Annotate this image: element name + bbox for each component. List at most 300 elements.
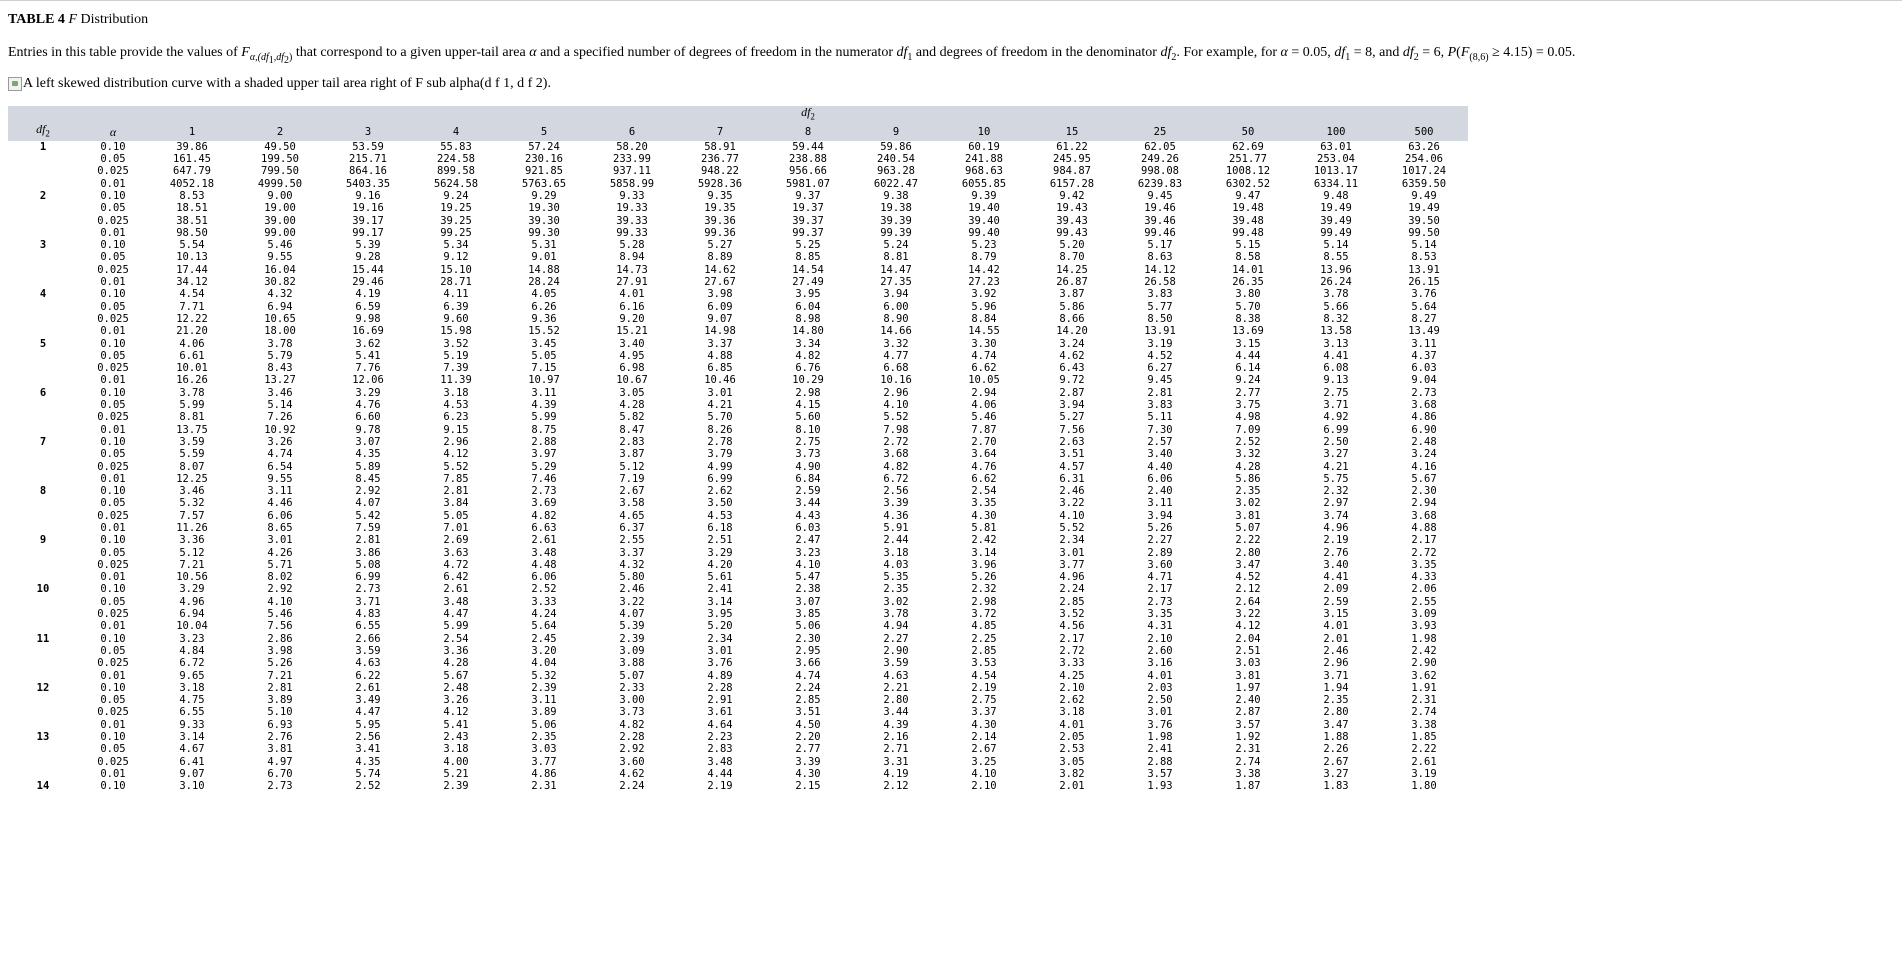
f-value-cell: 6334.11 <box>1313 177 1359 190</box>
f-value-cell: 3.64 <box>971 448 997 461</box>
f-value-cell: 2.39 <box>531 681 557 694</box>
f-value-cell: 5.95 <box>355 718 381 731</box>
f-value-cell: 6.94 <box>179 608 205 621</box>
f-value-cell: 2.43 <box>443 731 469 744</box>
f-value-cell: 4.62 <box>1059 349 1085 362</box>
df2-cell <box>8 670 78 682</box>
f-value-cell: 3.29 <box>179 583 205 596</box>
f-value-cell: 4.86 <box>1411 411 1437 424</box>
f-value-cell: 224.58 <box>437 153 475 166</box>
f-value-cell: 14.01 <box>1232 263 1264 276</box>
f-value-cell: 6.37 <box>619 521 645 534</box>
f-value-cell: 4.30 <box>971 509 997 522</box>
f-value-cell: 12.22 <box>176 312 208 325</box>
f-value-cell: 3.01 <box>707 644 733 657</box>
f-value-cell: 8.47 <box>619 423 645 436</box>
f-value-cell: 2.41 <box>707 583 733 596</box>
f-value-cell: 2.03 <box>1147 681 1173 694</box>
table-row <box>8 362 1468 374</box>
figure-alt-text: A left skewed distribution curve with a shaded upper tail area right of F sub alpha(d f 1, d f 2). <box>23 76 551 91</box>
f-value-cell: 2.55 <box>1411 595 1437 608</box>
f-value-cell: 8.75 <box>531 423 557 436</box>
f-value-cell: 4.19 <box>355 288 381 301</box>
f-value-cell: 2.85 <box>1059 595 1085 608</box>
f-value-cell: 8.38 <box>1235 312 1261 325</box>
f-value-cell: 2.56 <box>883 485 909 498</box>
alpha-cell: 0.10 <box>100 189 126 202</box>
f-value-cell: 9.45 <box>1147 189 1173 202</box>
column-header-df1: 2 <box>236 123 324 140</box>
f-value-cell: 2.53 <box>1059 743 1085 756</box>
f-value-cell: 5.79 <box>267 349 293 362</box>
f-value-cell: 3.80 <box>1235 288 1261 301</box>
header-spacer <box>78 106 148 123</box>
f-value-cell: 1.98 <box>1147 731 1173 744</box>
f-value-cell: 249.26 <box>1141 153 1179 166</box>
f-value-cell: 3.18 <box>883 546 909 559</box>
f-value-cell: 2.39 <box>619 632 645 645</box>
df2-cell <box>8 313 78 325</box>
f-value-cell: 6.23 <box>443 411 469 424</box>
f-value-cell: 3.78 <box>1323 288 1349 301</box>
f-value-cell: 2.20 <box>795 731 821 744</box>
f-value-cell: 6.54 <box>267 460 293 473</box>
f-value-cell: 3.48 <box>707 755 733 768</box>
f-value-cell: 3.35 <box>1411 558 1437 571</box>
f-value-cell: 2.66 <box>355 632 381 645</box>
f-value-cell: 10.13 <box>176 251 208 264</box>
f-value-cell: 2.61 <box>443 583 469 596</box>
f-value-cell: 6022.47 <box>873 177 919 190</box>
alpha-cell: 0.05 <box>100 644 126 657</box>
intro-text-10: ≥ 4.15) = 0.05. <box>1488 45 1576 60</box>
f-value-cell: 4.01 <box>619 288 645 301</box>
f-value-cell: 9.37 <box>795 189 821 202</box>
f-value-cell: 9.07 <box>707 312 733 325</box>
f-value-cell: 7.39 <box>443 362 469 375</box>
f-value-cell: 3.53 <box>971 657 997 670</box>
df2-cell: 14 <box>36 780 50 793</box>
f-value-cell: 5.99 <box>179 399 205 412</box>
f-value-cell: 2.90 <box>1411 657 1437 670</box>
f-value-cell: 251.77 <box>1229 153 1267 166</box>
alpha-cell: 0.05 <box>100 448 126 461</box>
example-df2: df <box>1402 45 1414 60</box>
f-value-cell: 3.89 <box>531 706 557 719</box>
f-value-cell: 29.46 <box>352 276 384 289</box>
alpha-cell: 0.025 <box>97 657 129 670</box>
f-value-cell: 19.16 <box>352 202 384 215</box>
f-value-cell: 6.90 <box>1411 423 1437 436</box>
f-value-cell: 53.59 <box>352 140 384 153</box>
f-value-cell: 3.48 <box>531 546 557 559</box>
f-value-cell: 4.99 <box>707 460 733 473</box>
f-value-cell: 3.61 <box>707 706 733 719</box>
f-value-cell: 3.79 <box>707 448 733 461</box>
f-value-cell: 5.61 <box>707 571 733 584</box>
f-value-cell: 9.35 <box>707 189 733 202</box>
f-value-cell: 99.40 <box>968 226 1000 239</box>
f-value-cell: 3.36 <box>179 534 205 547</box>
f-value-cell: 27.49 <box>792 276 824 289</box>
f-value-cell: 4.88 <box>1411 521 1437 534</box>
f-value-cell: 8.27 <box>1411 312 1437 325</box>
f-value-cell: 3.76 <box>707 657 733 670</box>
f-value-cell: 2.28 <box>619 731 645 744</box>
alpha-cell: 0.05 <box>100 595 126 608</box>
f-value-cell: 4.52 <box>1147 349 1173 362</box>
table-row <box>8 165 1468 177</box>
df2-cell <box>8 165 78 177</box>
f-value-cell: 39.50 <box>1408 214 1440 227</box>
f-value-cell: 2.19 <box>1323 534 1349 547</box>
intro-text-9: ( <box>1456 45 1461 60</box>
alpha-cell: 0.01 <box>100 374 126 387</box>
f-value-cell: 6239.83 <box>1137 177 1183 190</box>
f-value-cell: 2.52 <box>531 583 557 596</box>
f-value-cell: 15.10 <box>440 263 472 276</box>
f-value-cell: 4.96 <box>1059 571 1085 584</box>
df2-cell <box>8 497 78 509</box>
f-value-cell: 2.17 <box>1059 632 1085 645</box>
f-value-cell: 254.06 <box>1405 153 1443 166</box>
f-value-cell: 3.41 <box>355 743 381 756</box>
f-value-cell: 3.27 <box>1323 767 1349 780</box>
f-value-cell: 2.88 <box>1147 755 1173 768</box>
f-value-cell: 6.68 <box>883 362 909 375</box>
f-value-cell: 19.25 <box>440 202 472 215</box>
f-value-cell: 9.24 <box>1235 374 1261 387</box>
table-row <box>8 411 1468 423</box>
f-value-cell: 5.67 <box>1411 472 1437 485</box>
f-value-cell: 647.79 <box>173 165 211 178</box>
f-value-cell: 4.36 <box>883 509 909 522</box>
f-value-cell: 5928.36 <box>697 177 743 190</box>
f-value-cell: 3.94 <box>1147 509 1173 522</box>
f-value-cell: 14.73 <box>616 263 648 276</box>
f-value-cell: 5.14 <box>267 399 293 412</box>
f-value-cell: 3.23 <box>795 546 821 559</box>
alpha-cell: 0.05 <box>100 349 126 362</box>
f-value-cell: 1.92 <box>1235 731 1261 744</box>
f-value-cell: 4.65 <box>619 509 645 522</box>
f-value-cell: 6.06 <box>1147 472 1173 485</box>
f-value-cell: 233.99 <box>613 153 651 166</box>
alpha-cell: 0.01 <box>100 325 126 338</box>
f-value-cell: 5.75 <box>1323 472 1349 485</box>
f-value-cell: 3.02 <box>883 595 909 608</box>
f-value-cell: 3.52 <box>443 337 469 350</box>
f-value-cell: 3.46 <box>179 485 205 498</box>
f-value-cell: 19.33 <box>616 202 648 215</box>
f-value-cell: 19.43 <box>1056 202 1088 215</box>
f-value-cell: 3.37 <box>971 706 997 719</box>
f-value-cell: 4.15 <box>795 399 821 412</box>
f-value-cell: 3.05 <box>619 386 645 399</box>
f-value-cell: 14.62 <box>704 263 736 276</box>
table-row <box>8 534 1468 546</box>
f-value-cell: 9.12 <box>443 251 469 264</box>
alpha-cell: 0.025 <box>97 362 129 375</box>
f-value-cell: 3.68 <box>1411 509 1437 522</box>
f-value-cell: 2.81 <box>443 485 469 498</box>
f-value-cell: 230.16 <box>525 153 563 166</box>
example-df2-index: 2 <box>1413 51 1419 63</box>
f-value-cell: 6.26 <box>531 300 557 313</box>
f-value-cell: 10.65 <box>264 312 296 325</box>
alpha-cell: 0.05 <box>100 153 126 166</box>
f-value-cell: 26.58 <box>1144 276 1176 289</box>
table-row <box>8 547 1468 559</box>
table-row <box>8 719 1468 731</box>
alpha-cell: 0.10 <box>100 386 126 399</box>
f-value-cell: 5.77 <box>1147 300 1173 313</box>
alpha-cell: 0.05 <box>100 202 126 215</box>
f-value-cell: 2.75 <box>1323 386 1349 399</box>
column-header-df1: 5 <box>500 123 588 140</box>
f-value-cell: 62.69 <box>1232 140 1264 153</box>
f-value-cell: 5.12 <box>179 546 205 559</box>
alpha-cell: 0.01 <box>100 226 126 239</box>
f-value-cell: 3.94 <box>1059 399 1085 412</box>
f-value-cell: 13.75 <box>176 423 208 436</box>
f-value-cell: 5858.99 <box>609 177 655 190</box>
f-value-cell: 1.93 <box>1147 780 1173 793</box>
f-value-cell: 1.83 <box>1323 780 1349 793</box>
example-df1: df <box>1334 45 1346 60</box>
f-value-cell: 6.00 <box>883 300 909 313</box>
f-value-cell: 8.84 <box>971 312 997 325</box>
f-value-cell: 5.52 <box>443 460 469 473</box>
f-value-cell: 5.39 <box>619 620 645 633</box>
alpha-cell: 0.10 <box>100 534 126 547</box>
table-row <box>8 461 1468 473</box>
table-row <box>8 399 1468 411</box>
f-value-cell: 5.71 <box>267 558 293 571</box>
f-value-cell: 4.54 <box>179 288 205 301</box>
f-value-cell: 2.98 <box>795 386 821 399</box>
f-value-cell: 14.80 <box>792 325 824 338</box>
f-value-cell: 3.15 <box>1323 608 1349 621</box>
f-value-cell: 2.77 <box>1235 386 1261 399</box>
f-value-cell: 3.05 <box>1059 755 1085 768</box>
f-value-cell: 26.35 <box>1232 276 1264 289</box>
f-value-cell: 3.33 <box>531 595 557 608</box>
df2-cell <box>8 301 78 313</box>
df2-cell: 3 <box>39 239 47 252</box>
f-value-cell: 2.81 <box>1147 386 1173 399</box>
f-value-cell: 4.57 <box>1059 460 1085 473</box>
f-value-cell: 3.87 <box>619 448 645 461</box>
alpha-cell: 0.025 <box>97 411 129 424</box>
f-value-cell: 2.51 <box>1235 644 1261 657</box>
f-value-cell: 9.48 <box>1323 189 1349 202</box>
f-value-cell: 6.84 <box>795 472 821 485</box>
row-df-header: $df_2$ <box>8 123 78 140</box>
f-value-cell: 3.85 <box>795 608 821 621</box>
f-value-cell: 3.83 <box>1147 288 1173 301</box>
f-value-cell: 2.73 <box>1147 595 1173 608</box>
f-value-cell: 9.07 <box>179 767 205 780</box>
df2-cell <box>8 694 78 706</box>
f-value-cell: 4.44 <box>1235 349 1261 362</box>
f-value-cell: 3.15 <box>1235 337 1261 350</box>
f-value-cell: 2.80 <box>1323 706 1349 719</box>
table-row <box>8 325 1468 337</box>
f-value-cell: 240.54 <box>877 153 915 166</box>
df2-cell <box>8 547 78 559</box>
f-value-cell: 238.88 <box>789 153 827 166</box>
f-value-cell: 7.71 <box>179 300 205 313</box>
f-value-cell: 39.25 <box>440 214 472 227</box>
f-value-cell: 3.51 <box>795 706 821 719</box>
f-value-cell: 2.71 <box>883 743 909 756</box>
f-value-cell: 59.86 <box>880 140 912 153</box>
f-value-cell: 3.95 <box>795 288 821 301</box>
f-value-cell: 39.46 <box>1144 214 1176 227</box>
f-value-cell: 3.40 <box>1147 448 1173 461</box>
f-value-cell: 27.91 <box>616 276 648 289</box>
f-value-cell: 3.69 <box>531 497 557 510</box>
f-value-cell: 11.26 <box>176 521 208 534</box>
f-value-cell: 3.26 <box>267 435 293 448</box>
column-header-df1: 500 <box>1380 123 1468 140</box>
f-value-cell: 8.81 <box>883 251 909 264</box>
column-header-df1: 25 <box>1116 123 1204 140</box>
f-value-cell: 2.27 <box>1147 534 1173 547</box>
f-value-cell: 4.97 <box>267 755 293 768</box>
f-value-cell: 3.68 <box>883 448 909 461</box>
df2-cell: 6 <box>39 386 47 399</box>
f-value-cell: 2.81 <box>355 534 381 547</box>
f-value-cell: 2.12 <box>1235 583 1261 596</box>
f-value-cell: 63.01 <box>1320 140 1352 153</box>
f-value-cell: 14.88 <box>528 263 560 276</box>
df2-cell <box>8 743 78 755</box>
f-value-cell: 2.30 <box>795 632 821 645</box>
f-value-cell: 9.00 <box>267 189 293 202</box>
f-value-cell: 14.66 <box>880 325 912 338</box>
f-value-cell: 4.48 <box>531 558 557 571</box>
f-value-cell: 8.94 <box>619 251 645 264</box>
f-value-cell: 3.10 <box>179 780 205 793</box>
df2-cell <box>8 276 78 288</box>
table-row <box>8 313 1468 325</box>
f-value-cell: 3.47 <box>1235 558 1261 571</box>
f-value-cell: 2.01 <box>1323 632 1349 645</box>
f-value-cell: 9.01 <box>531 251 557 264</box>
f-value-cell: 2.69 <box>443 534 469 547</box>
f-value-cell: 6.08 <box>1323 362 1349 375</box>
f-value-cell: 99.43 <box>1056 226 1088 239</box>
f-value-cell: 3.71 <box>1323 669 1349 682</box>
f-value-cell: 2.80 <box>1235 546 1261 559</box>
f-value-cell: 5.05 <box>531 349 557 362</box>
table-row <box>8 694 1468 706</box>
f-value-cell: 2.75 <box>795 435 821 448</box>
alpha-cell: 0.05 <box>100 399 126 412</box>
column-header-df1: 50 <box>1204 123 1292 140</box>
f-value-cell: 4.46 <box>267 497 293 510</box>
f-value-cell: 39.00 <box>264 214 296 227</box>
f-value-cell: 8.65 <box>267 521 293 534</box>
f-value-cell: 6302.52 <box>1225 177 1271 190</box>
f-value-cell: 5.24 <box>883 239 909 252</box>
f-value-cell: 9.28 <box>355 251 381 264</box>
df2-cell <box>8 202 78 214</box>
f-value-cell: 9.24 <box>443 189 469 202</box>
f-value-cell: 6.06 <box>531 571 557 584</box>
f-value-cell: 6.63 <box>531 521 557 534</box>
f-value-cell: 3.60 <box>1147 558 1173 571</box>
f-value-cell: 12.25 <box>176 472 208 485</box>
f-value-cell: 3.46 <box>267 386 293 399</box>
f-value-cell: 4.25 <box>1059 669 1085 682</box>
f-value-cell: 2.83 <box>619 435 645 448</box>
f-value-cell: 4.47 <box>355 706 381 719</box>
f-value-cell: 14.20 <box>1056 325 1088 338</box>
alpha-symbol: α <box>529 45 537 60</box>
f-value-cell: 5.07 <box>1235 521 1261 534</box>
f-value-cell: 3.32 <box>883 337 909 350</box>
table-row <box>8 239 1468 251</box>
f-value-cell: 9.36 <box>531 312 557 325</box>
table-row <box>8 141 1468 153</box>
alpha-cell: 0.10 <box>100 337 126 350</box>
f-value-cell: 3.35 <box>1147 608 1173 621</box>
f-value-cell: 2.22 <box>1411 743 1437 756</box>
f-value-cell: 4.33 <box>1411 571 1437 584</box>
f-value-cell: 5.91 <box>883 521 909 534</box>
f-value-cell: 4.86 <box>531 767 557 780</box>
f-value-cell: 3.96 <box>971 558 997 571</box>
f-value-cell: 5.47 <box>795 571 821 584</box>
f-value-cell: 59.44 <box>792 140 824 153</box>
f-value-cell: 2.67 <box>971 743 997 756</box>
f-value-cell: 18.51 <box>176 202 208 215</box>
f-value-cell: 2.12 <box>883 780 909 793</box>
f-value-cell: 6.76 <box>795 362 821 375</box>
f-value-cell: 5981.07 <box>785 177 831 190</box>
f-value-cell: 3.76 <box>1147 718 1173 731</box>
df2-cell <box>8 768 78 780</box>
df2-cell <box>8 620 78 632</box>
f-value-cell: 2.50 <box>1323 435 1349 448</box>
f-value-cell: 253.04 <box>1317 153 1355 166</box>
f-value-cell: 5403.35 <box>345 177 391 190</box>
f-value-cell: 2.54 <box>443 632 469 645</box>
f-value-cell: 3.59 <box>355 644 381 657</box>
df2-cell: 7 <box>39 435 47 448</box>
alpha-cell: 0.05 <box>100 694 126 707</box>
f-value-cell: 2.70 <box>971 435 997 448</box>
f-value-cell: 2.31 <box>1235 743 1261 756</box>
f-value-cell: 5.60 <box>795 411 821 424</box>
f-value-cell: 3.44 <box>795 497 821 510</box>
f-value-cell: 2.73 <box>1411 386 1437 399</box>
f-value-cell: 8.66 <box>1059 312 1085 325</box>
f-value-cell: 4.43 <box>795 509 821 522</box>
f-value-cell: 241.88 <box>965 153 1003 166</box>
broken-image-icon <box>8 77 22 91</box>
df2-cell <box>8 596 78 608</box>
intro-text-3: and a specified number of degrees of freedom in the numerator <box>536 45 897 60</box>
f-value-cell: 18.00 <box>264 325 296 338</box>
f-value-cell: 3.37 <box>619 546 645 559</box>
alpha-cell: 0.10 <box>100 780 126 793</box>
f-value-cell: 5.10 <box>267 706 293 719</box>
alpha-cell: 0.01 <box>100 620 126 633</box>
